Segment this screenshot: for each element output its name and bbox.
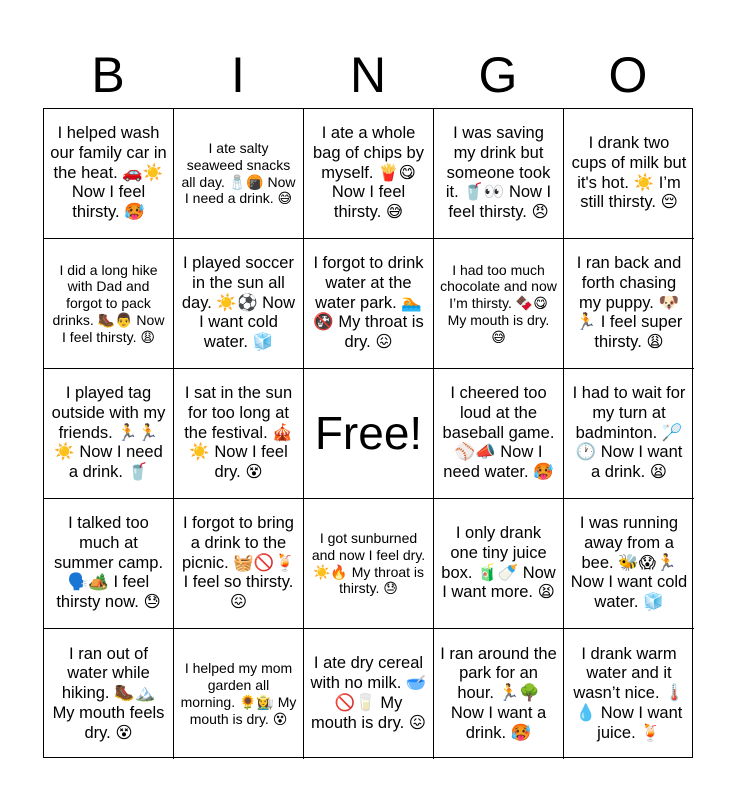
header-letter-i: I [231, 47, 245, 103]
bingo-cell[interactable] [44, 629, 174, 759]
cell-text: I helped wash our family car in the heat. 🚗☀️ Now I feel thirsty. 🥵 [50, 124, 167, 222]
bingo-cell[interactable] [434, 499, 564, 629]
cell-text: I forgot to bring a drink to the picnic. 🧺🚫🍹 I feel so thirsty. 😖 [182, 514, 295, 612]
bingo-cell[interactable] [44, 369, 174, 499]
cell-text: I had to wait for my turn at badminton. 🏸🕐 Now I want a drink. 😫 [572, 384, 686, 482]
bingo-cell[interactable] [434, 109, 564, 239]
bingo-header [43, 42, 693, 108]
bingo-cell[interactable] [564, 239, 694, 369]
header-letter-o: O [608, 47, 648, 103]
bingo-cell[interactable] [564, 109, 694, 239]
bingo-cell[interactable] [174, 629, 304, 759]
bingo-cell[interactable] [564, 499, 694, 629]
bingo-cell[interactable] [44, 499, 174, 629]
cell-text: I was saving my drink but someone took it. 🥤👀 Now I feel thirsty. 😠 [445, 124, 552, 222]
cell-text: I helped my mom garden all morning. 🌻👩‍🌾 My mouth is dry. 😵 [180, 660, 297, 727]
cell-text: I got sunburned and now I feel dry. ☀️🔥 My throat is thirsty. 😓 [311, 529, 426, 597]
free-space-cell[interactable] [304, 369, 434, 499]
bingo-cell[interactable] [434, 629, 564, 759]
bingo-cell[interactable] [564, 369, 694, 499]
bingo-cell[interactable] [174, 499, 304, 629]
header-letter-b: B [91, 47, 125, 103]
bingo-cell[interactable] [174, 239, 304, 369]
cell-text: I drank two cups of milk but it's hot. ☀️ I’m still thirsty. 😔 [571, 133, 687, 212]
cell-text: I drank warm water and it wasn’t nice. 🌡️💧 Now I want juice. 🍹 [573, 644, 685, 742]
cell-text: I had too much chocolate and now I’m thirsty. 🍫😋 My mouth is dry. 😅 [440, 261, 557, 345]
cell-text: I played soccer in the sun all day. ☀️⚽ Now I want cold water. 🧊 [181, 254, 296, 352]
bingo-cell[interactable] [304, 629, 434, 759]
cell-text: I only drank one tiny juice box. 🧃🍼 Now I want more. 😫 [441, 523, 556, 602]
cell-text: I was running away from a bee. 🐝😱🏃 Now I want cold water. 🧊 [570, 514, 688, 612]
bingo-cell[interactable] [434, 369, 564, 499]
cell-text: I talked too much at summer camp. 🗣️🏕️ I feel thirsty now. 😓 [53, 514, 164, 612]
bingo-cell[interactable] [434, 239, 564, 369]
bingo-cell[interactable] [304, 499, 434, 629]
bingo-board [43, 108, 693, 758]
header-letter-n: N [349, 47, 387, 103]
cell-text: I did a long hike with Dad and forgot to pack drinks. 🥾👨 Now I feel thirsty. 😩 [52, 261, 165, 345]
cell-text: I ate salty seaweed snacks all day. 🧂🍘 Now I need a drink. 😅 [181, 139, 296, 207]
cell-text: I ran back and forth chasing my puppy. 🐶🏃 I feel super thirsty. 😩 [575, 254, 683, 352]
header-letter-g: G [478, 47, 518, 103]
cell-text: I ran out of water while hiking. 🥾🏔️ My mouth feels dry. 😵 [52, 644, 165, 742]
cell-text: I sat in the sun for too long at the festival. 🎪☀️ Now I feel dry. 😵 [184, 384, 293, 482]
bingo-cell[interactable] [174, 109, 304, 239]
bingo-cell[interactable] [304, 239, 434, 369]
cell-text: I ran around the park for an hour. 🏃🌳 Now I want a drink. 🥵 [440, 644, 557, 742]
bingo-cell[interactable] [44, 239, 174, 369]
cell-text: I cheered too loud at the baseball game. ⚾📣 Now I need water. 🥵 [442, 384, 555, 482]
free-space-label: Free! [314, 406, 423, 459]
bingo-cell[interactable] [174, 369, 304, 499]
cell-text: I played tag outside with my friends. 🏃🏃 ☀️ Now I need a drink. 🥤 [51, 384, 166, 482]
bingo-cell[interactable] [564, 629, 694, 759]
bingo-cell[interactable] [304, 109, 434, 239]
bingo-cell[interactable] [44, 109, 174, 239]
cell-text: I forgot to drink water at the water park. 🏊 🚱 My throat is dry. 😖 [313, 254, 424, 352]
cell-text: I ate dry cereal with no milk. 🥣🚫🥛 My mouth is dry. 😖 [310, 654, 427, 732]
cell-text: I ate a whole bag of chips by myself. 🍟😋 Now I feel thirsty. 😅 [313, 124, 424, 222]
